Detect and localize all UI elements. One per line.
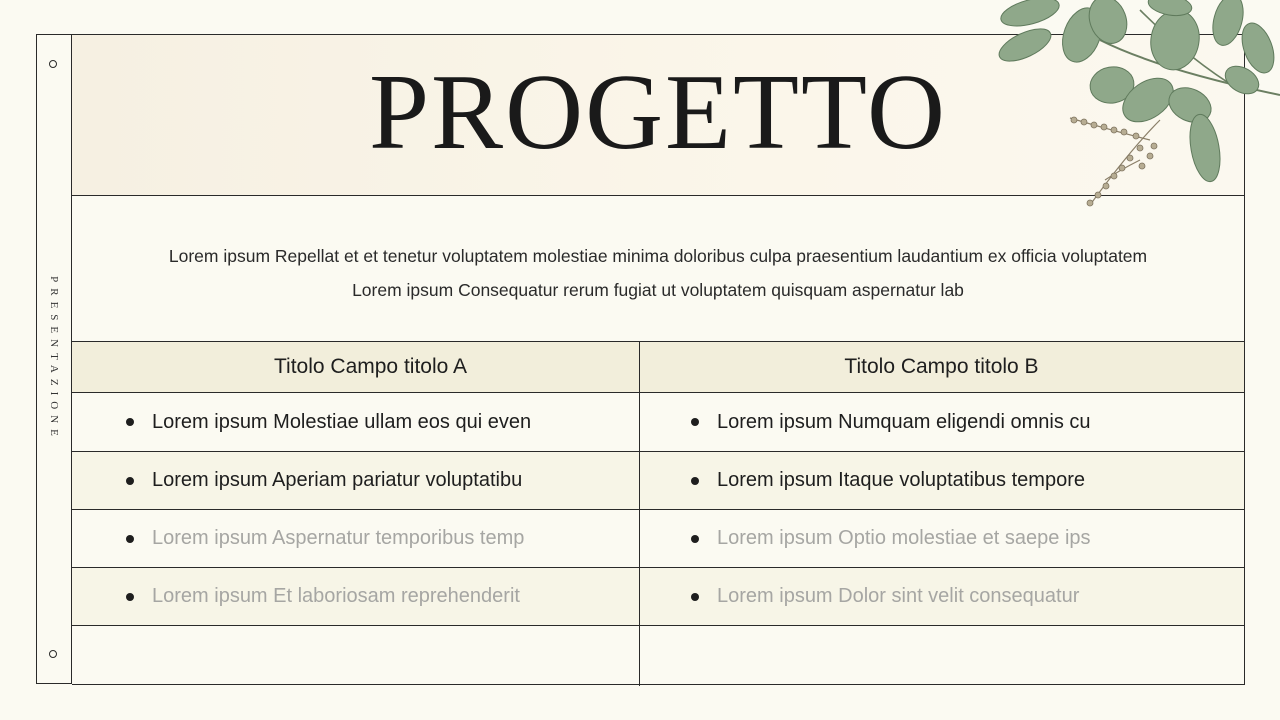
header-cell-a — [72, 342, 639, 392]
table-cell — [639, 510, 1244, 567]
cell-text: Lorem ipsum Dolor sint velit consequatur — [717, 585, 1080, 607]
table-cell — [72, 452, 639, 509]
cell-text: Lorem ipsum Aspernatur temporibus temp — [152, 527, 525, 549]
header-label-b: Titolo Campo titolo B — [844, 355, 1039, 378]
cell-text: Lorem ipsum Aperiam pariatur voluptatibu — [152, 469, 523, 491]
bullet-icon — [126, 477, 134, 485]
bullet-icon — [691, 477, 699, 485]
column-divider — [639, 342, 640, 686]
table-cell — [72, 393, 639, 451]
side-label: PRESENTAZIONE — [48, 276, 60, 442]
intro-text — [72, 239, 1244, 307]
table-row — [72, 510, 1244, 568]
comparison-table — [72, 341, 1244, 686]
table-cell — [72, 568, 639, 625]
table-cell — [639, 568, 1244, 625]
table-header-row — [72, 342, 1244, 393]
table-row — [72, 568, 1244, 626]
bullet-icon — [691, 418, 699, 426]
table-cell — [639, 393, 1244, 451]
cell-text: Lorem ipsum Et laboriosam reprehenderit — [152, 585, 520, 607]
intro-line: Lorem ipsum Repellat et et tenetur voluptatem molestiae minima doloribus culpa praesentium laudantium ex officia voluptatem — [168, 246, 1148, 266]
bullet-icon — [126, 418, 134, 426]
slide-title: PROGETTO — [368, 53, 948, 172]
ring-icon — [49, 650, 57, 658]
side-rail — [36, 34, 72, 684]
table-row — [72, 452, 1244, 510]
ring-icon — [49, 60, 57, 68]
table-cell — [72, 510, 639, 567]
bullet-icon — [126, 593, 134, 601]
cell-text: Lorem ipsum Itaque voluptatibus tempore — [717, 469, 1085, 491]
bullet-icon — [691, 593, 699, 601]
bullet-icon — [691, 535, 699, 543]
cell-text: Lorem ipsum Numquam eligendi omnis cu — [717, 410, 1091, 433]
header-label-a: Titolo Campo titolo A — [274, 355, 467, 378]
table-row — [72, 393, 1244, 452]
table-cell — [639, 452, 1244, 509]
cell-text: Lorem ipsum Optio molestiae et saepe ips — [717, 527, 1091, 549]
cell-text: Lorem ipsum Molestiae ullam eos qui even — [152, 410, 532, 433]
header-cell-b — [639, 342, 1244, 392]
intro-line: Lorem ipsum Consequatur rerum fugiat ut voluptatem quisquam aspernatur lab — [352, 280, 964, 300]
eucalyptus-leaves-icon — [990, 0, 1280, 210]
bullet-icon — [126, 535, 134, 543]
